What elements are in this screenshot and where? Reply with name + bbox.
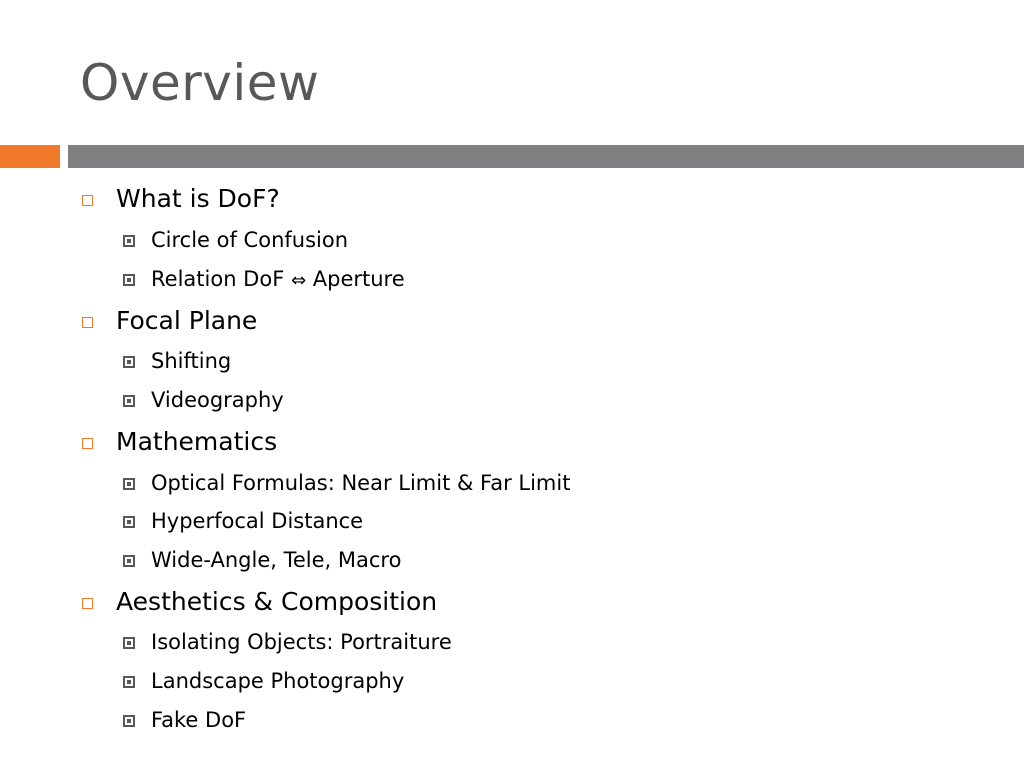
filled-square-bullet-icon <box>123 356 135 368</box>
outline-subitem-label: Landscape Photography <box>151 669 405 693</box>
outline-item-label: Focal Plane <box>116 306 258 335</box>
outline-item-label: What is DoF? <box>116 184 280 213</box>
double-arrow-icon: ⇔ <box>290 270 307 291</box>
filled-square-bullet-icon <box>123 395 135 407</box>
outline-subitem-label: Videography <box>151 388 284 412</box>
outline-subitem-label: Circle of Confusion <box>151 228 349 252</box>
outline-item-label: Aesthetics & Composition <box>116 587 438 616</box>
outline-subitem-label: Hyperfocal Distance <box>151 509 364 533</box>
filled-square-bullet-icon <box>123 637 135 649</box>
outline-subitem-label <box>151 266 405 294</box>
hollow-square-bullet-icon <box>82 598 93 609</box>
outline-subitem-label: Isolating Objects: Portraiture <box>151 630 452 654</box>
hollow-square-bullet-icon <box>82 317 93 328</box>
outline-subitem-label: Fake DoF <box>151 708 247 732</box>
hollow-square-bullet-icon <box>82 438 93 449</box>
outline-subitem-label: Shifting <box>151 349 232 373</box>
filled-square-bullet-icon <box>123 478 135 490</box>
filled-square-bullet-icon <box>123 235 135 247</box>
hollow-square-bullet-icon <box>82 195 93 206</box>
filled-square-bullet-icon <box>123 555 135 567</box>
filled-square-bullet-icon <box>123 274 135 286</box>
relation-label-before: Relation DoF <box>151 267 285 291</box>
slide-title: Overview <box>80 54 320 112</box>
outline-subitem-label: Optical Formulas: Near Limit & Far Limit <box>151 471 571 495</box>
filled-square-bullet-icon <box>123 676 135 688</box>
outline-subitem-label: Wide-Angle, Tele, Macro <box>151 548 402 572</box>
filled-square-bullet-icon <box>123 516 135 528</box>
relation-label-after: Aperture <box>312 267 405 291</box>
outline-item-label: Mathematics <box>116 427 278 456</box>
filled-square-bullet-icon <box>123 715 135 727</box>
